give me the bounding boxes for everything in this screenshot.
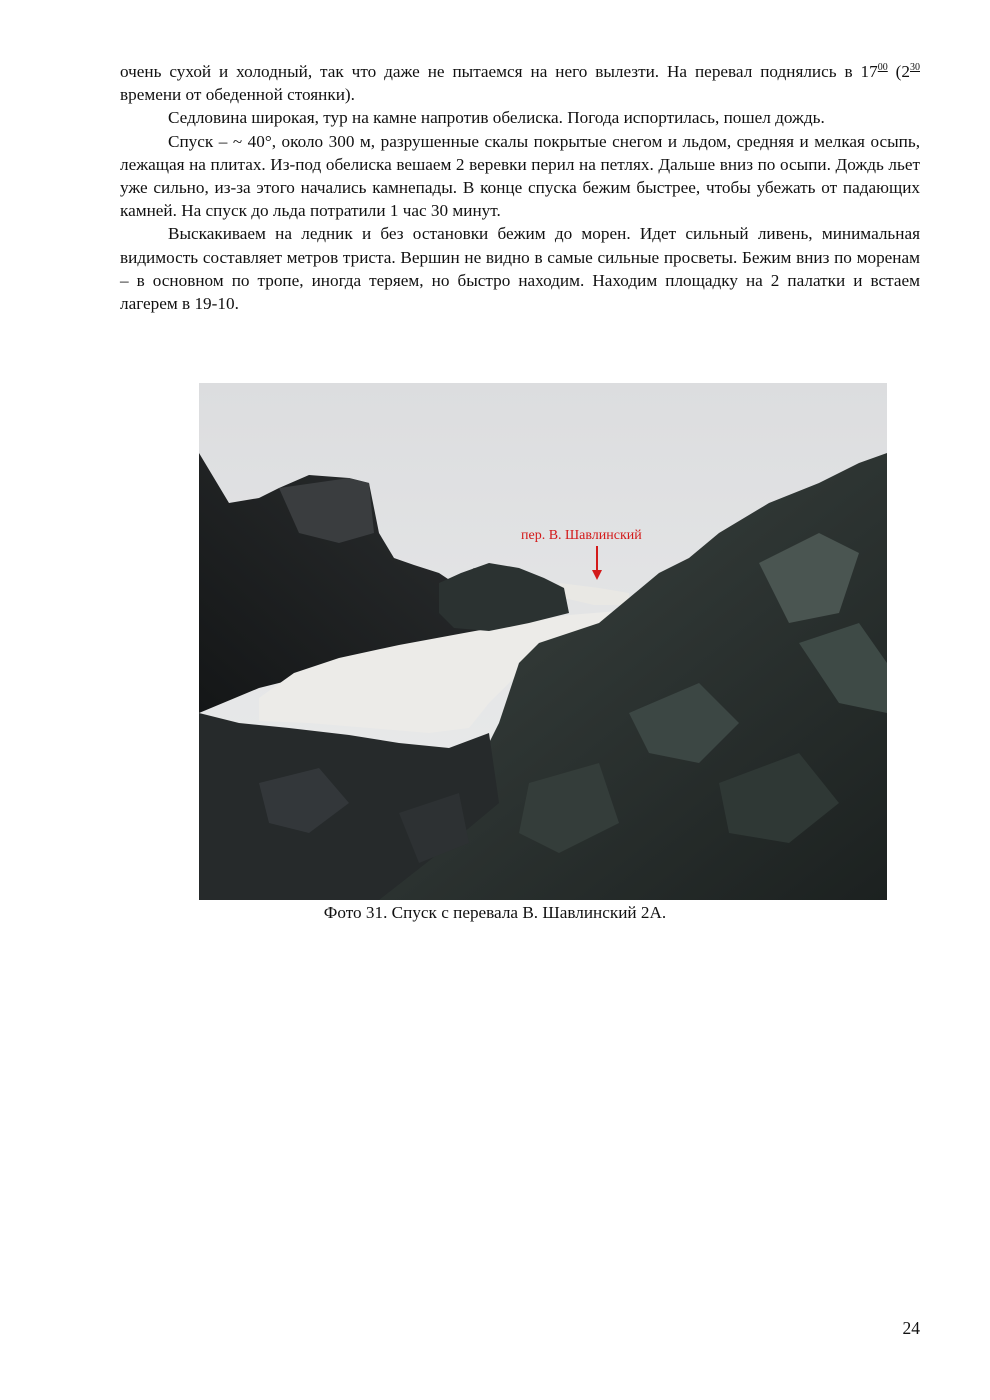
pass-annotation-label: пер. В. Шавлинский — [521, 528, 642, 543]
paragraph-2: Седловина широкая, тур на камне напротив обелиска. Погода испортилась, пошел дождь. — [168, 108, 825, 128]
duration-superscript-minutes: 30 — [910, 62, 920, 73]
photo-illustration — [199, 383, 887, 900]
paragraph-1-text-c: времени от обеденной стоянки). — [120, 85, 355, 105]
paragraph-1-text-a: очень сухой и холодный, так что даже не пытаемся на него вылезти. На перевал поднялись в 17 — [120, 62, 878, 81]
time-superscript-minutes: 00 — [877, 62, 888, 73]
paragraph-4: Выскакиваем на ледник и без остановки бежим до морен. Идет сильный ливень, минимальная видимость составляет метров триста. Вершин не видно в самые сильные просветы. Бежим вниз по моренам – в основном по тропе, иногда теряем, но быстро находим. Находим площадку на 2 палатки и встаем лагерем в 19-10. — [120, 224, 920, 314]
mountain-pass-photo — [199, 383, 887, 900]
paragraph-1-text-b: (2 — [887, 62, 910, 81]
body-text — [120, 60, 920, 315]
page-number: 24 — [902, 1318, 920, 1338]
paragraph-3: Спуск – ~ 40°, около 300 м, разрушенные скалы покрытые снегом и льдом, средняя и мелкая осыпь, лежащая на плитах. Из-под обелиска вешаем 2 веревки перил на петлях. Дальше вниз по осыпи. Дождь льет уже сильно, из-за этого начались камнепады. В конце спуска бежим быстрее, чтобы убежать от падающих камней. На спуск до льда потратили 1 час 30 минут. — [120, 131, 920, 221]
photo-caption: Фото 31. Спуск с перевала В. Шавлинский 2А. — [323, 903, 667, 922]
paragraph-1 — [120, 60, 920, 106]
